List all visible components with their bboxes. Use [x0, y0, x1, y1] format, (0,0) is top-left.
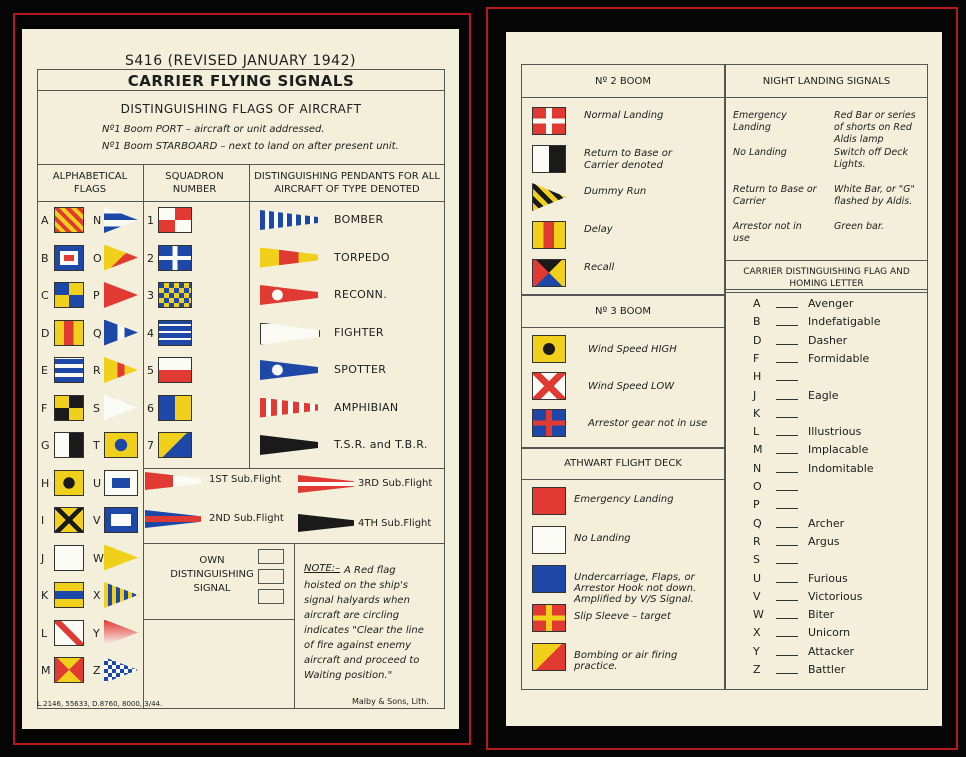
signal-flag-icon	[54, 282, 84, 308]
pendant-label: SPOTTER	[334, 363, 387, 376]
night-signal-value: Switch off Deck Lights.	[834, 147, 909, 170]
boom3-flag-icon	[532, 335, 566, 363]
athwart-flag-icon	[532, 604, 566, 632]
carrier-name: Dasher	[808, 333, 848, 347]
carrier-name: Archer	[808, 516, 845, 530]
signal-flag-icon	[54, 395, 84, 421]
sub-flight-4-label: 4TH Sub.Flight	[358, 518, 432, 529]
carrier-letter: S	[753, 553, 760, 567]
flag-letter: E	[41, 364, 48, 377]
boom-port-text: Nº1 Boom PORT – aircraft or unit addressed.	[102, 124, 325, 135]
athwart-label: Slip Sleeve – target	[574, 611, 671, 622]
signal-pendant-icon	[104, 507, 138, 533]
athwart-flag-icon	[532, 526, 566, 554]
squadron-number: 6	[147, 401, 154, 415]
squadron-number: 2	[147, 251, 154, 265]
carrier-rule	[776, 600, 798, 601]
boom-stbd-text: Nº1 Boom STARBOARD – next to land on after present unit.	[102, 141, 399, 152]
carrier-letter: J	[753, 388, 757, 402]
signal-flag-icon	[54, 470, 84, 496]
boom2-label: Dummy Run	[584, 186, 647, 197]
signal-flag-icon	[54, 357, 84, 383]
boom3-label: Arrestor gear not in use	[588, 418, 708, 429]
boom2-label: Recall	[584, 262, 615, 273]
carrier-letter: Q	[753, 516, 762, 530]
rule	[143, 468, 445, 469]
boom3-label: Wind Speed LOW	[588, 381, 675, 392]
rule	[143, 164, 144, 709]
card-title: CARRIER FLYING SIGNALS	[127, 72, 355, 90]
signal-flag-icon	[54, 207, 84, 233]
athwart-title: ATHWART FLIGHT DECK	[564, 458, 682, 469]
own-signal-box	[258, 589, 284, 604]
carrier-name: Battler	[808, 663, 846, 676]
boom2-label: Normal Landing	[584, 110, 664, 121]
carrier-letter: U	[753, 571, 762, 585]
signal-flag-icon	[54, 432, 84, 458]
rule	[725, 97, 928, 98]
pendant-label: TORPEDO	[334, 250, 390, 264]
athwart-label: Undercarriage, Flaps, or Arrestor Hook not down. Amplified by V/S Signal.	[574, 572, 697, 605]
numeral-flag-icon	[158, 245, 192, 271]
pendant-label: AMPHIBIAN	[334, 400, 399, 414]
carrier-letter: W	[753, 608, 764, 622]
boom2-flag-icon	[532, 107, 566, 135]
carrier-rule	[776, 453, 798, 454]
flag-letter: M	[41, 664, 51, 677]
squadron-number: 3	[147, 289, 154, 302]
squadron-number: 1	[147, 214, 154, 227]
printer-name: Malby & Sons, Lith.	[352, 697, 429, 706]
boom3-flag-icon	[532, 372, 566, 400]
night-signal-name: No Landing	[733, 147, 787, 158]
athwart-flag-icon	[532, 565, 566, 593]
sub-flight-3-label: 3RD Sub.Flight	[358, 478, 433, 489]
carrier-letter: X	[753, 626, 761, 640]
flag-letter: Z	[93, 664, 101, 677]
rule	[37, 90, 445, 91]
flag-letter: A	[41, 214, 49, 227]
athwart-flag-icon	[532, 643, 566, 671]
carrier-letter: H	[753, 370, 762, 384]
squadron-number: 7	[147, 439, 154, 452]
carrier-name: Implacable	[808, 443, 869, 457]
numeral-flag-icon	[158, 320, 192, 346]
signal-flag-icon	[54, 245, 84, 271]
pendant-label: BOMBER	[334, 213, 384, 226]
dist-title: DISTINGUISHING FLAGS OF AIRCRAFT	[120, 102, 362, 116]
carrier-name: Formidable	[808, 351, 870, 365]
boom2-flag-icon	[532, 259, 566, 287]
carrier-name: Furious	[808, 571, 848, 585]
boom2-title: Nº 2 BOOM	[595, 76, 651, 87]
night-signal-name: Emergency Landing	[733, 110, 787, 133]
carrier-rule	[776, 325, 798, 326]
rule	[521, 97, 725, 98]
col-pend-header: DISTINGUISHING PENDANTS FOR ALL AIRCRAFT OF TYPE DENOTED	[254, 171, 440, 195]
signal-flag-icon	[54, 657, 84, 683]
rule	[521, 327, 725, 328]
carrier-rule	[776, 508, 798, 509]
carrier-letter: Y	[753, 644, 760, 658]
flag-letter: D	[41, 326, 50, 340]
night-title: NIGHT LANDING SIGNALS	[762, 76, 891, 87]
flag-letter: R	[93, 364, 101, 377]
flag-letter: I	[41, 514, 45, 527]
numeral-flag-icon	[158, 357, 192, 383]
signal-flag-icon	[54, 320, 84, 346]
flag-letter: B	[41, 251, 49, 265]
own-signal-box	[258, 549, 284, 564]
carrier-letter: R	[753, 534, 761, 548]
carrier-name: Indefatigable	[808, 315, 881, 329]
boom3-flag-icon	[532, 409, 566, 437]
athwart-label: Bombing or air firing practice.	[574, 650, 678, 672]
signal-flag-icon	[54, 620, 84, 646]
left-card	[22, 29, 459, 729]
carrier-name: Eagle	[808, 388, 839, 402]
carrier-letter: F	[753, 351, 760, 365]
night-signal-name: Return to Base or Carrier	[733, 184, 817, 207]
col-alpha-header: ALPHABETICAL FLAGS	[52, 171, 128, 195]
carrier-name: Illustrious	[808, 425, 862, 439]
carrier-rule	[776, 673, 798, 674]
carrier-letter: N	[753, 461, 762, 475]
signal-pendant-icon	[104, 470, 138, 496]
carrier-letter: V	[753, 589, 761, 603]
carrier-rule	[776, 618, 798, 619]
carrier-rule	[776, 344, 798, 345]
rule	[249, 164, 250, 468]
flag-letter: X	[93, 589, 101, 602]
carrier-rule	[776, 380, 798, 381]
boom2-flag-icon	[532, 221, 566, 249]
right-card	[506, 32, 942, 726]
athwart-label: Emergency Landing	[574, 494, 674, 505]
flag-letter: F	[41, 401, 48, 415]
numeral-flag-icon	[158, 432, 192, 458]
carrier-name: Attacker	[808, 644, 855, 658]
rule	[143, 619, 294, 620]
carrier-letter: D	[753, 333, 762, 347]
carrier-letter: P	[753, 498, 760, 512]
flag-letter: Y	[93, 626, 100, 640]
night-signal-value: White Bar, or "G" flashed by Aldis.	[834, 184, 915, 207]
flag-letter: W	[93, 551, 104, 565]
sub-flight-2-label: 2ND Sub.Flight	[209, 513, 284, 524]
flag-letter: Q	[93, 326, 102, 340]
flag-letter: C	[41, 289, 49, 302]
flag-letter: K	[41, 589, 49, 602]
squadron-number: 5	[147, 364, 154, 377]
carrier-rule	[776, 655, 798, 656]
carrier-rule	[776, 417, 798, 418]
carrier-letter: O	[753, 480, 762, 493]
flag-letter: T	[93, 439, 100, 452]
athwart-label: No Landing	[574, 533, 631, 544]
carrier-letter: M	[753, 443, 763, 457]
flag-letter: L	[41, 626, 48, 640]
flag-letter: U	[93, 476, 102, 490]
pendant-label: T.S.R. and T.B.R.	[334, 438, 428, 451]
numeral-flag-icon	[158, 395, 192, 421]
carrier-title: CARRIER DISTINGUISHING FLAG AND HOMING LETTER	[743, 267, 910, 289]
print-code: L.2146, 55633, D.8760, 8000, 3/44.	[37, 700, 163, 708]
carrier-rule	[776, 582, 798, 583]
flag-letter: P	[93, 289, 100, 302]
boom2-label: Return to Base or Carrier denoted	[584, 148, 672, 171]
athwart-flag-icon	[532, 487, 566, 515]
carrier-rule	[776, 472, 798, 473]
note-label: NOTE:–	[304, 563, 341, 574]
carrier-rule	[776, 636, 798, 637]
night-signal-value: Green bar.	[834, 221, 884, 232]
note-text: A Red flag hoisted on the ship's signal halyards when aircraft are circling indicates "Clear the line of fire against enemy aircraft and proceed to Waiting position."	[304, 565, 424, 681]
carrier-rule	[776, 435, 798, 436]
pendant-label: RECONN.	[334, 288, 387, 301]
carrier-name: Unicorn	[808, 626, 851, 640]
flag-letter: O	[93, 251, 102, 265]
carrier-letter: L	[753, 425, 760, 439]
night-signal-value: Red Bar or series of shorts on Red Aldis lamp	[834, 110, 916, 145]
flag-letter: J	[41, 551, 45, 565]
carrier-name: Victorious	[808, 589, 863, 603]
boom2-flag-icon	[532, 145, 566, 173]
signal-flag-icon	[54, 582, 84, 608]
numeral-flag-icon	[158, 207, 192, 233]
pendant-label: FIGHTER	[334, 325, 384, 339]
rule	[37, 164, 445, 165]
carrier-letter: K	[753, 406, 761, 420]
rule	[521, 479, 725, 480]
own-signal-label: OWN DISTINGUISHING SIGNAL	[170, 555, 254, 594]
carrier-name: Indomitable	[808, 461, 874, 475]
boom2-label: Delay	[584, 224, 613, 235]
flag-letter: N	[93, 214, 102, 227]
carrier-letter: A	[753, 297, 761, 310]
squadron-number: 4	[147, 326, 154, 340]
flag-letter: G	[41, 439, 50, 452]
rule	[294, 543, 295, 709]
boom3-title: Nº 3 BOOM	[595, 306, 651, 317]
carrier-rule	[776, 362, 798, 363]
carrier-rule	[776, 527, 798, 528]
carrier-letter: Z	[753, 663, 761, 676]
col-squad-header: SQUADRON NUMBER	[165, 171, 224, 195]
night-signal-name: Arrestor not in use	[733, 221, 802, 244]
carrier-rule	[776, 307, 798, 308]
rule	[37, 201, 445, 202]
form-number: S416 (REVISED JANUARY 1942)	[125, 53, 356, 69]
signal-pendant-icon	[104, 432, 138, 458]
carrier-rule	[776, 545, 798, 546]
flag-letter: V	[93, 514, 101, 527]
carrier-letter: B	[753, 315, 761, 329]
carrier-name: Avenger	[808, 297, 854, 310]
flag-letter: S	[93, 401, 100, 415]
carrier-name: Argus	[808, 534, 840, 548]
rule	[725, 292, 928, 293]
signal-flag-icon	[54, 545, 84, 571]
own-signal-box	[258, 569, 284, 584]
boom3-label: Wind Speed HIGH	[588, 344, 677, 355]
carrier-rule	[776, 490, 798, 491]
carrier-rule	[776, 563, 798, 564]
carrier-name: Biter	[808, 608, 835, 622]
flag-letter: H	[41, 476, 50, 490]
signal-flag-icon	[54, 507, 84, 533]
carrier-rule	[776, 399, 798, 400]
numeral-flag-icon	[158, 282, 192, 308]
sub-flight-1-label: 1ST Sub.Flight	[209, 474, 282, 485]
